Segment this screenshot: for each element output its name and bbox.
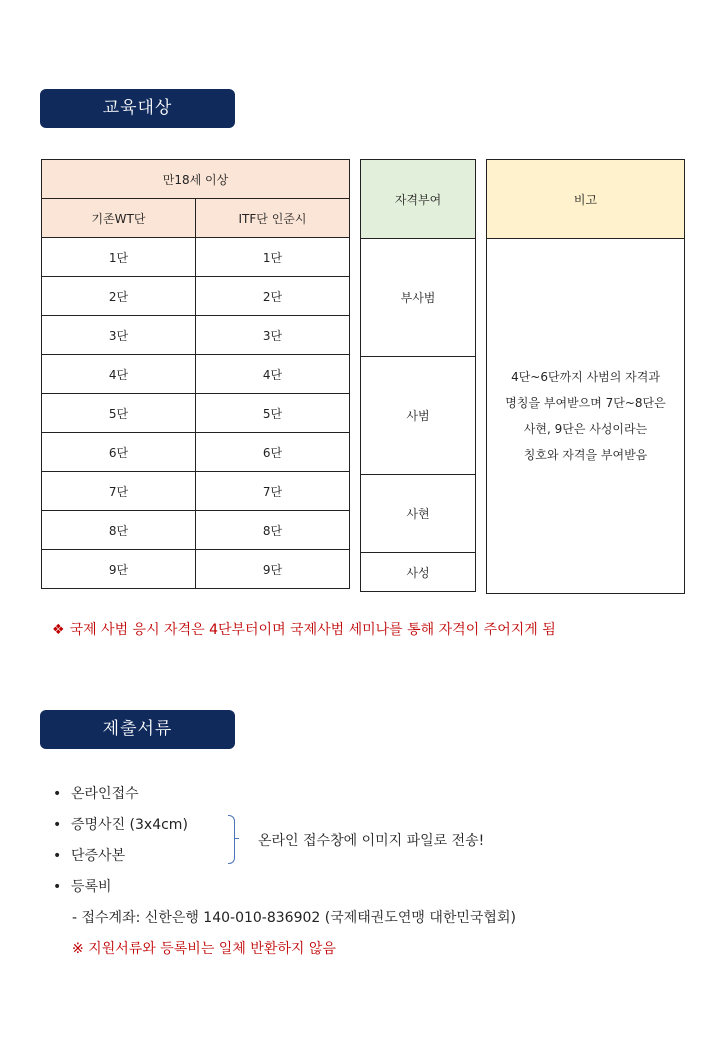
diamond-icon: ❖ [52,622,65,638]
itf-grade-cell: 1단 [196,238,350,277]
itf-grade-cell: 8단 [196,511,350,550]
table-row [42,277,350,316]
itf-grade-cell: 6단 [196,433,350,472]
wt-grade-cell: 7단 [42,472,196,511]
itf-grade-cell: 3단 [196,316,350,355]
wt-grade-cell: 9단 [42,550,196,589]
list-item [53,844,188,875]
note-line: 칭호와 자격을 부여받음 [523,448,648,462]
note-table [486,159,685,594]
note-line: 사현, 9단은 사성이라는 [523,422,648,436]
refund-notice: ※ 지원서류와 등록비는 일체 반환하지 않음 [72,941,336,957]
itf-grade-cell: 5단 [196,394,350,433]
bank-account-info: - 접수계좌: 신한은행 140-010-836902 (국제태권도연맹 대한민국협회) [72,910,516,926]
wt-grade-cell: 1단 [42,238,196,277]
wt-grade-cell: 4단 [42,355,196,394]
wt-grade-cell: 8단 [42,511,196,550]
section-title-documents: 제출서류 [40,710,235,749]
table-row [42,472,350,511]
rank-table [360,159,476,592]
note-header: 비고 [487,160,685,239]
group-header: 만18세 이상 [42,160,350,199]
col-header-wt: 기존WT단 [42,199,196,238]
wt-grade-cell: 6단 [42,433,196,472]
table-row [42,238,350,277]
list-item [53,782,188,813]
table-row [42,550,350,589]
col-header-itf: ITF단 인준시 [196,199,350,238]
itf-grade-cell: 2단 [196,277,350,316]
document-list [53,782,188,906]
brace-tip [234,838,239,839]
wt-grade-cell: 5단 [42,394,196,433]
table-row [42,433,350,472]
upload-instruction: 온라인 접수창에 이미지 파일로 전송! [258,833,485,849]
section-title-education-target: 교육대상 [40,89,235,128]
bullet-icon: • [53,786,62,802]
grade-table [41,159,350,589]
itf-grade-cell: 7단 [196,472,350,511]
rank-header: 자격부여 [361,160,476,239]
note-line: 명칭을 부여받으며 7단~8단은 [505,396,666,410]
table-row [42,355,350,394]
rank-cell-saseong: 사성 [361,553,476,592]
bullet-icon: • [53,848,62,864]
document-item: 증명사진 (3x4cm) [71,817,188,833]
rank-cell-sahyeon: 사현 [361,475,476,553]
bullet-icon: • [53,879,62,895]
itf-grade-cell: 9단 [196,550,350,589]
document-item: 온라인접수 [71,786,139,802]
wt-grade-cell: 2단 [42,277,196,316]
document-item: 단증사본 [71,848,126,864]
bullet-icon: • [53,817,62,833]
rank-cell-sabeom: 사범 [361,357,476,475]
right-brace-icon [228,815,235,864]
table-row [42,511,350,550]
table-row [42,316,350,355]
table-row [42,394,350,433]
eligibility-notice [52,619,556,639]
list-item [53,813,188,844]
rank-cell-busabeom: 부사범 [361,239,476,357]
note-cell [487,239,685,594]
wt-grade-cell: 3단 [42,316,196,355]
document-item: 등록비 [71,879,112,895]
itf-grade-cell: 4단 [196,355,350,394]
notice-text: 국제 사범 응시 자격은 4단부터이며 국제사범 세미나를 통해 자격이 주어지게 됨 [69,622,556,638]
note-line: 4단~6단까지 사범의 자격과 [511,370,660,384]
list-item [53,875,188,906]
